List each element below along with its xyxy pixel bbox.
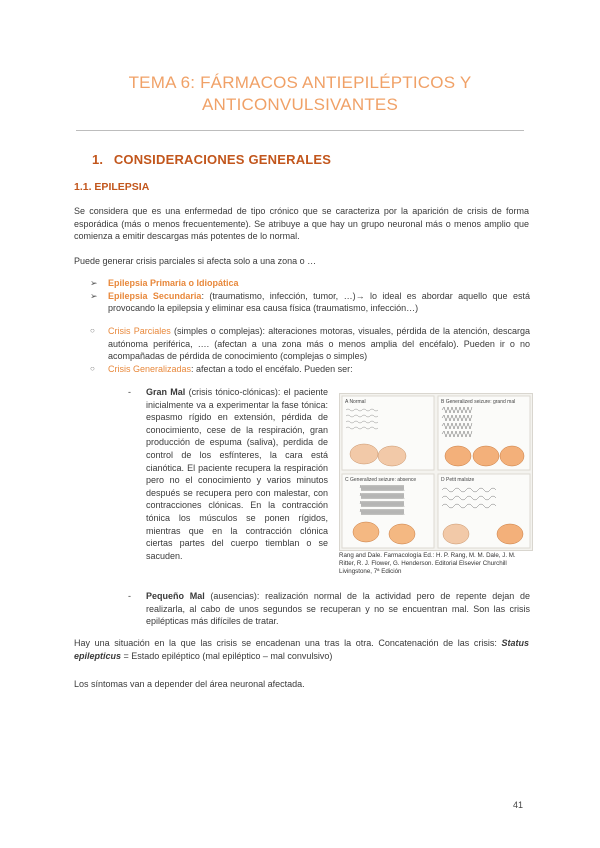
arrow-bullet-icon: ➢ [90, 278, 98, 288]
symptoms-note: Los síntomas van a depender del área neuronal afectada. [74, 679, 305, 689]
status-text-before: Hay una situación en la que las crisis se encadenan una tras la otra. Concatenación de las crisis: [74, 638, 502, 648]
title-divider [76, 130, 524, 131]
circle-bullet-icon: ○ [90, 326, 95, 335]
panel-c-label: C Generalized seizure: absence [345, 477, 417, 483]
document-title [60, 72, 540, 116]
circle-bullet-icon: ○ [90, 363, 95, 373]
gran-mal-label: Gran Mal [146, 387, 186, 397]
dash-bullet-icon: - [128, 591, 131, 601]
document-title-line-1: TEMA 6: FÁRMACOS ANTIEPILÉPTICOS Y [128, 73, 472, 92]
list-item-label: Epilepsia Primaria o Idiopática [108, 278, 239, 288]
list-item [90, 277, 530, 290]
arrow-bullet-icon: ➢ [90, 290, 98, 301]
brain-icon [389, 524, 415, 544]
pequeno-mal-text: (ausencias): realización normal de la actividad pero de repente dejan de realizarla, al cabo de unos segundos se recuperan y no se encuentran mal. Son las crisis epilépticas más difíciles de tratar. [146, 591, 530, 627]
status-text-after: = Estado epiléptico (mal epiléptico – mal convulsivo) [121, 650, 333, 661]
status-epilepticus-paragraph [74, 637, 529, 662]
brain-icon [473, 446, 499, 466]
figure-caption: Rang and Dale. Farmacología Ed.: H. P. Rang, M. M. Dale, J. M. Ritter, R. J. Flower, G. Henderson. Editorial Elsevier Churchill Livingstone, 7ª Edición [339, 552, 516, 575]
status-epilepticus-label: Status epilepticus [74, 638, 529, 661]
document-title-line-2: ANTICONVULSIVANTES [202, 95, 398, 114]
epilepsy-types-list [90, 277, 530, 315]
intro-paragraph: Se considera que es una enfermedad de tipo crónico que se caracteriza por la aparición de crisis de forma esporádica (más o menos frecuentemente). Se atribuye a que hay un grupo neuronal más o menos amplio que comienza a emitir descargas más potentes de lo normal. [74, 206, 529, 242]
brain-icon [378, 446, 406, 466]
list-item-text: : (traumatismo, infección, tumor, …)→ lo ideal es abordar aquello que está provocando la epilepsia y eliminar esa causa física (traumatismo, infección…) [108, 290, 530, 313]
list-item-label: Crisis Generalizadas [108, 363, 192, 374]
seizure-figure-illustration [340, 394, 532, 550]
brain-icon [497, 524, 523, 544]
gran-mal-text: (crisis tónico-clónicas): el paciente inicialmente va a experimentar la fase tónica: espasmo rígido en extensión, pérdida de conocimiento, cese de la respiración, gran producción de espuma (saliva), perdida de control de los esfínteres, la cara está cianótica. El paciente recupera la respiración pero no el conocimiento y varios minutos después se recupera pero con malestar, con contracciones clónicas. En la contracción tónica los músculos se ponen rígidos, mientras que en la contracción clónica ciertas partes del cuerpo tiemblan o se sacuden. [146, 387, 328, 561]
brain-icon [350, 444, 378, 464]
list-item [90, 290, 530, 315]
brain-icon [353, 522, 379, 542]
pequeno-mal-label: Pequeño Mal [146, 591, 205, 601]
page-number: 41 [513, 800, 524, 810]
gran-mal-item [128, 386, 328, 562]
crisis-types-list [90, 325, 530, 375]
subsection-heading: 1.1. EPILEPSIA [74, 181, 150, 193]
section-number: 1. [92, 152, 104, 167]
list-item-text: (simples o complejas): alteraciones motoras, visuales, pérdida de la atención, descarga autónoma periférica, …. (afectan a una zona más o menos amplia del encéfalo). Pueden ir o no acompañadas de pérdida de conocimiento (complejas o simples) [108, 326, 530, 361]
list-item [90, 325, 530, 363]
brain-icon [445, 446, 471, 466]
pequeno-mal-item [128, 590, 530, 628]
seizure-figure [339, 393, 533, 551]
list-item-label: Epilepsia Secundaria [108, 290, 202, 301]
panel-b-label: B Generalized seizure: grand mal [441, 399, 516, 405]
dash-bullet-icon: - [128, 387, 131, 397]
brain-icon [500, 446, 524, 466]
panel-a-label: A Normal [345, 399, 366, 405]
list-item-label: Crisis Parciales [108, 326, 171, 336]
brain-icon [443, 524, 469, 544]
section-title: CONSIDERACIONES GENERALES [113, 152, 332, 167]
section-heading [92, 152, 331, 167]
list-item-text: : afectan a todo el encéfalo. Pueden ser: [191, 363, 353, 374]
partial-intro-paragraph: Puede generar crisis parciales si afecta solo a una zona o … [74, 256, 317, 266]
panel-d-label: D Petit malsize [441, 477, 475, 483]
list-item [90, 363, 530, 376]
